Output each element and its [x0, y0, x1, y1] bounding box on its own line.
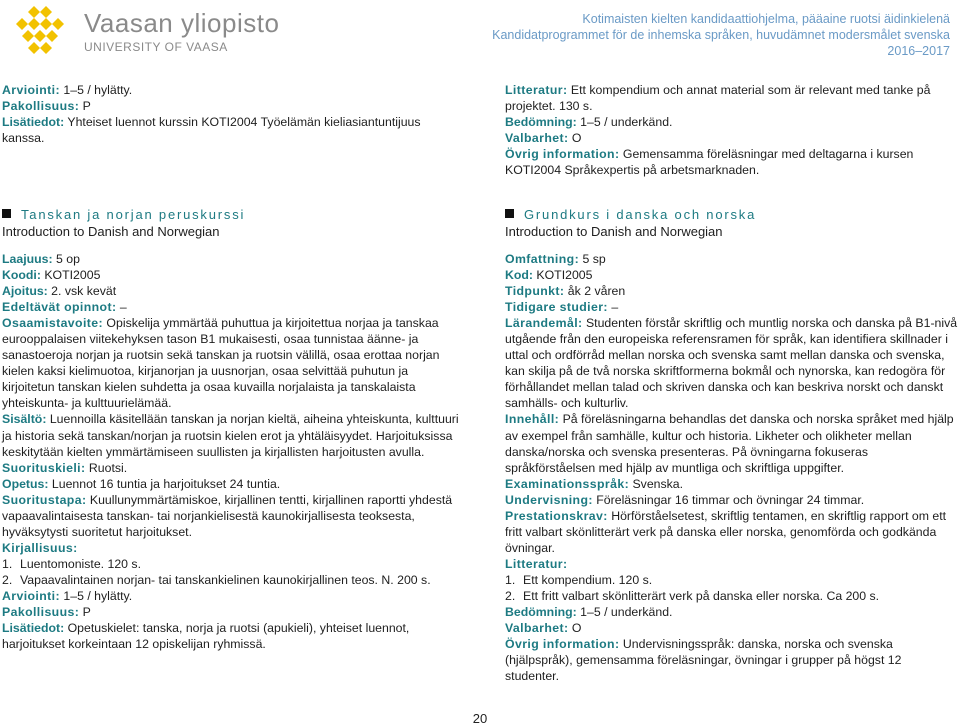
field-value: 1–5 / hylätty. — [59, 588, 133, 603]
left-top-block — [2, 82, 460, 146]
field-label: Tidigare studier: — [505, 300, 608, 315]
field-label: Opetus: — [2, 476, 49, 491]
field-label: Övrig information: — [505, 147, 620, 162]
field-label: Kod: — [505, 268, 533, 283]
field-label: Litteratur: — [505, 83, 568, 97]
field-value: 1–5 / underkänd. — [576, 115, 673, 130]
field-label: Osaamistavoite: — [2, 316, 104, 331]
field-value: Opiskelija ymmärtää puhuttua ja kirjoitettua norjaa ja tanskaa eurooppalaisen viitekehyksen tason B1 mukaisesti, osaa tunnistaa äänne- ja sanastoeroja norjan ja ruotsin sekä tanskan ja ruotsin välillä, osaa erottaa norjan kielen kaksi kielimuotoa, kirjanorjan ja uusnorjan, osaa selvittää puhutun ja kirjoitetun tanskan kielen suhdetta ja osaa kuvailla norjalaista ja tanskalaista yhteiskunta- ja kulttuurielämää. — [2, 316, 440, 411]
field-label: Sisältö: — [2, 412, 47, 427]
academic-years: 2016–2017 — [887, 44, 950, 58]
field-value: Föreläsningar 16 timmar och övningar 24 timmar. — [592, 492, 865, 507]
field-label: Omfattning: — [505, 252, 580, 266]
list-number: 2. — [2, 572, 13, 587]
field-value: Ett kompendium och annat material som är relevant med tanke på projektet. 130 s. — [505, 83, 931, 114]
field-value: Luennot 16 tuntia ja harjoitukset 24 tuntia. — [48, 476, 281, 491]
course-heading-sv — [505, 206, 958, 240]
field-label: Litteratur: — [505, 556, 568, 571]
field-value: Opetuskielet: tanska, norja ja ruotsi (apukieli), yhteiset luennot, harjoitukset korkeintaan 12 opiskelijan ryhmissä. — [2, 621, 410, 652]
course-subtitle: Introduction to Danish and Norwegian — [2, 224, 220, 239]
field-value: På föreläsningarna behandlas det danska och norska språket med hjälp av exempel från samhälle, kultur och historia. Likheter och olikheter mellan danska/norska och svenska presenteras. På övningarna fokuseras språkförståelsen med hjälp av muntliga och skriftliga uppgifter. — [505, 412, 954, 475]
field-value: – — [116, 300, 127, 315]
field-value: O — [568, 621, 582, 636]
field-value: KOTI2005 — [40, 268, 101, 283]
list-item — [505, 588, 958, 604]
program-title-sv: Kandidatprogrammet för de inhemska språken, huvudämnet modersmålet svenska — [492, 28, 950, 42]
field-value: P — [79, 605, 91, 620]
field-value: Ruotsi. — [85, 460, 128, 475]
field-label: Lärandemål: — [505, 316, 583, 331]
field-label: Valbarhet: — [505, 621, 569, 636]
field-label: Innehåll: — [505, 412, 560, 427]
field-value: Studenten förstår skriftlig och muntlig norska och danska på B1-nivå utgående från den europeiska referensramen för språk, kan identifiera skillnader i uttal och ordförråd mellan norska och svenska samt mellan danska och svenska, kan skilja på de två norska skriftformerna bokmål och nynorska, kan redogöra för förhållandet mellan talad och skriven danska och kan beskriva norskt och danskt samhälls- och kulturliv. — [505, 316, 958, 411]
field-label: Edeltävät opinnot: — [2, 300, 117, 315]
course-title: Grundkurs i danska och norska — [524, 207, 757, 222]
field-value: 1–5 / hylätty. — [59, 83, 133, 97]
field-label: Laajuus: — [2, 252, 53, 266]
program-title-fi: Kotimaisten kielten kandidaattiohjelma, pääaine ruotsi äidinkielenä — [582, 12, 950, 26]
field-label: Lisätiedot: — [2, 621, 65, 636]
field-value: Hörförståelsetest, skriftlig tentamen, en skriftlig rapport om ett fritt valbart skönlitterärt verk på danska eller norska, genomförda och godkända övningar. — [505, 508, 947, 555]
field-label: Undervisning: — [505, 492, 593, 507]
field-label: Ajoitus: — [2, 284, 48, 299]
logo-title: Vaasan yliopisto — [84, 8, 280, 38]
list-text: Vapaavalintainen norjan- tai tanskankielinen kaunokirjallinen teos. N. 200 s. — [20, 572, 431, 587]
field-label: Bedömning: — [505, 115, 577, 130]
list-text: Luentomoniste. 120 s. — [20, 556, 141, 571]
list-number: 2. — [505, 588, 516, 603]
right-course-body — [505, 251, 958, 684]
field-value: Yhteiset luennot kurssin KOTI2004 Työelämän kieliasiantuntijuus kanssa. — [2, 115, 421, 146]
field-value: 5 op — [52, 252, 80, 266]
field-label: Lisätiedot: — [2, 115, 65, 130]
field-value: 2. vsk kevät — [47, 284, 117, 299]
field-label: Suorituskieli: — [2, 460, 86, 475]
literature-list — [2, 556, 460, 588]
university-logo-icon — [8, 6, 74, 58]
field-label: Koodi: — [2, 268, 41, 283]
field-value: 1–5 / underkänd. — [576, 605, 673, 620]
course-title: Tanskan ja norjan peruskurssi — [21, 207, 246, 222]
field-value: KOTI2005 — [533, 268, 593, 283]
field-label: Övrig information: — [505, 637, 620, 652]
field-value: Luennoilla käsitellään tanskan ja norjan kieltä, aiheina yhteiskunta, kulttuuri ja historia sekä tanskan/norjan ja ruotsin kielen erot ja yhtäläisyydet. Harjoituksissa keskitytään kielten ymmärtämiseen suullisten ja kirjallisten harjoitusten avulla. — [2, 412, 459, 459]
field-value: Kuullunymmärtämiskoe, kirjallinen tentti, kirjallinen raportti yhdestä vapaavalintaisesta tanskan- tai norjankielisestä kaunokirjallisesta teoksesta, hyväksytysti suoritetut harjoitukset. — [2, 492, 453, 539]
field-label: Suoritustapa: — [2, 492, 87, 507]
list-number: 1. — [2, 556, 13, 571]
field-value: – — [607, 300, 619, 315]
course-subtitle: Introduction to Danish and Norwegian — [505, 224, 723, 239]
list-item — [2, 572, 460, 588]
field-label: Arviointi: — [2, 83, 60, 97]
field-label: Examinationsspråk: — [505, 476, 630, 491]
field-value: Gemensamma föreläsningar med deltagarna i kursen KOTI2004 Språkexpertis på arbetsmarknaden. — [505, 147, 914, 178]
field-label: Pakollisuus: — [2, 99, 80, 114]
list-number: 1. — [505, 572, 516, 587]
literature-list — [505, 572, 958, 604]
right-top-block — [505, 82, 958, 178]
logo-subtitle: UNIVERSITY OF VAASA — [84, 40, 228, 54]
list-item — [2, 556, 460, 572]
field-value: 5 sp — [579, 252, 606, 266]
field-value: Svenska. — [629, 476, 684, 491]
field-label: Bedömning: — [505, 605, 577, 620]
page-number: 20 — [472, 711, 488, 726]
field-value: P — [79, 99, 91, 114]
field-label: Arviointi: — [2, 588, 60, 603]
list-text: Ett kompendium. 120 s. — [523, 572, 653, 587]
list-text: Ett fritt valbart skönlitterärt verk på danska eller norska. Ca 200 s. — [523, 588, 880, 603]
bullet-square-icon — [505, 209, 514, 218]
field-label: Prestationskrav: — [505, 508, 608, 523]
field-value: O — [568, 131, 582, 146]
list-item — [505, 572, 958, 588]
field-label: Valbarhet: — [505, 131, 569, 146]
left-course-body — [2, 251, 460, 652]
field-label: Tidpunkt: — [505, 284, 565, 299]
bullet-square-icon — [2, 209, 11, 218]
field-value: Undervisningsspråk: danska, norska och svenska (hjälpspråk), gemensamma föreläsningar, övningar i grupper på högst 12 studenter. — [505, 637, 902, 684]
field-value: åk 2 våren — [564, 284, 626, 299]
course-heading-fi — [2, 206, 460, 240]
field-label: Pakollisuus: — [2, 605, 80, 620]
field-label: Kirjallisuus: — [2, 540, 78, 555]
